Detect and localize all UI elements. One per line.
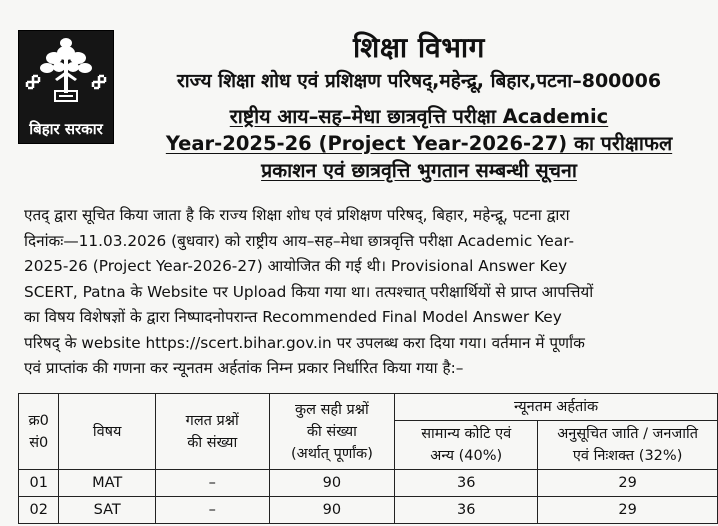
cell-sno: 01 <box>19 470 59 497</box>
cell-subject: SAT <box>59 497 155 524</box>
body-line: का विषय विशेषज्ञों के द्वारा निष्पादनोपरान्त Recommended Final Model Answer Key <box>24 308 562 326</box>
cell-sc-st: 29 <box>538 497 718 524</box>
header-subject: विषय <box>59 394 155 470</box>
department-title: शिक्षा विभाग <box>353 31 485 64</box>
body-line: एवं प्राप्तांक की गणना कर न्यूनतम अर्हतांक निम्न प्रकार निर्धारित किया गया है:– <box>24 359 464 377</box>
headline-line-2: Year-2025-26 (Project Year-2026-27) का परीक्षाफल <box>165 132 673 155</box>
header-minimum-marks: न्यूनतम अर्हतांक <box>395 394 718 421</box>
table-row <box>19 470 718 497</box>
cell-subject: MAT <box>59 470 155 497</box>
header-serial-number: क्र0 सं0 <box>19 394 59 470</box>
cell-sno: 02 <box>19 497 59 524</box>
header-wrong-questions: गलत प्रश्नों की संख्या <box>155 394 269 470</box>
qualifying-marks-table <box>18 393 718 524</box>
logo-caption: बिहार सरकार <box>29 120 103 138</box>
council-address: राज्य शिक्षा शोध एवं प्रशिक्षण परिषद्,महेन्द्रू, बिहार,पटना–800006 <box>176 70 662 92</box>
header-total-correct: कुल सही प्रश्नों की संख्या (अर्थात् पूर्णांक) <box>269 394 395 470</box>
table-row <box>19 497 718 524</box>
cell-sc-st: 29 <box>538 470 718 497</box>
body-line: 2025-26 (Project Year-2026-27) आयोजित की गई थी। Provisional Answer Key <box>24 257 568 275</box>
body-line-with-link: परिषद् के website https://scert.bihar.gov.in पर उपलब्ध करा दिया गया। वर्तमान में पूर्णांक <box>24 333 585 352</box>
headline-line-1: राष्ट्रीय आय–सह–मेधा छात्रवृत्ति परीक्षा Academic <box>229 105 609 128</box>
header-general-category: सामान्य कोटि एवं अन्य (40%) <box>395 421 538 470</box>
body-line: दिनांकः—11.03.2026 (बुधवार) को राष्ट्रीय आय–सह–मेधा छात्रवृत्ति परीक्षा Academic Year- <box>24 231 575 250</box>
cell-total: 90 <box>269 470 395 497</box>
body-line: SCERT, Patna के Website पर Upload किया गया था। तत्पश्चात् परीक्षार्थियों से प्राप्त आपत्तियों <box>24 282 594 301</box>
cell-wrong: – <box>155 497 269 524</box>
notice-body <box>24 203 696 382</box>
header-sc-st-category: अनुसूचित जाति / जनजाति एवं निःशक्त (32%) <box>538 421 718 470</box>
cell-wrong: – <box>155 470 269 497</box>
bihar-government-logo <box>18 30 114 144</box>
cell-general: 36 <box>395 470 538 497</box>
table-header-row <box>19 394 718 421</box>
notice-headline <box>120 103 718 184</box>
cell-general: 36 <box>395 497 538 524</box>
cell-total: 90 <box>269 497 395 524</box>
body-line: एतद् द्वारा सूचित किया जाता है कि राज्य शिक्षा शोध एवं प्रशिक्षण परिषद्, बिहार, महेन्द्रू, पटना द्वारा <box>24 206 570 224</box>
bodhi-tree-emblem-icon <box>19 31 113 121</box>
headline-line-3: प्रकाशन एवं छात्रवृत्ति भुगतान सम्बन्धी सूचना <box>261 159 577 182</box>
